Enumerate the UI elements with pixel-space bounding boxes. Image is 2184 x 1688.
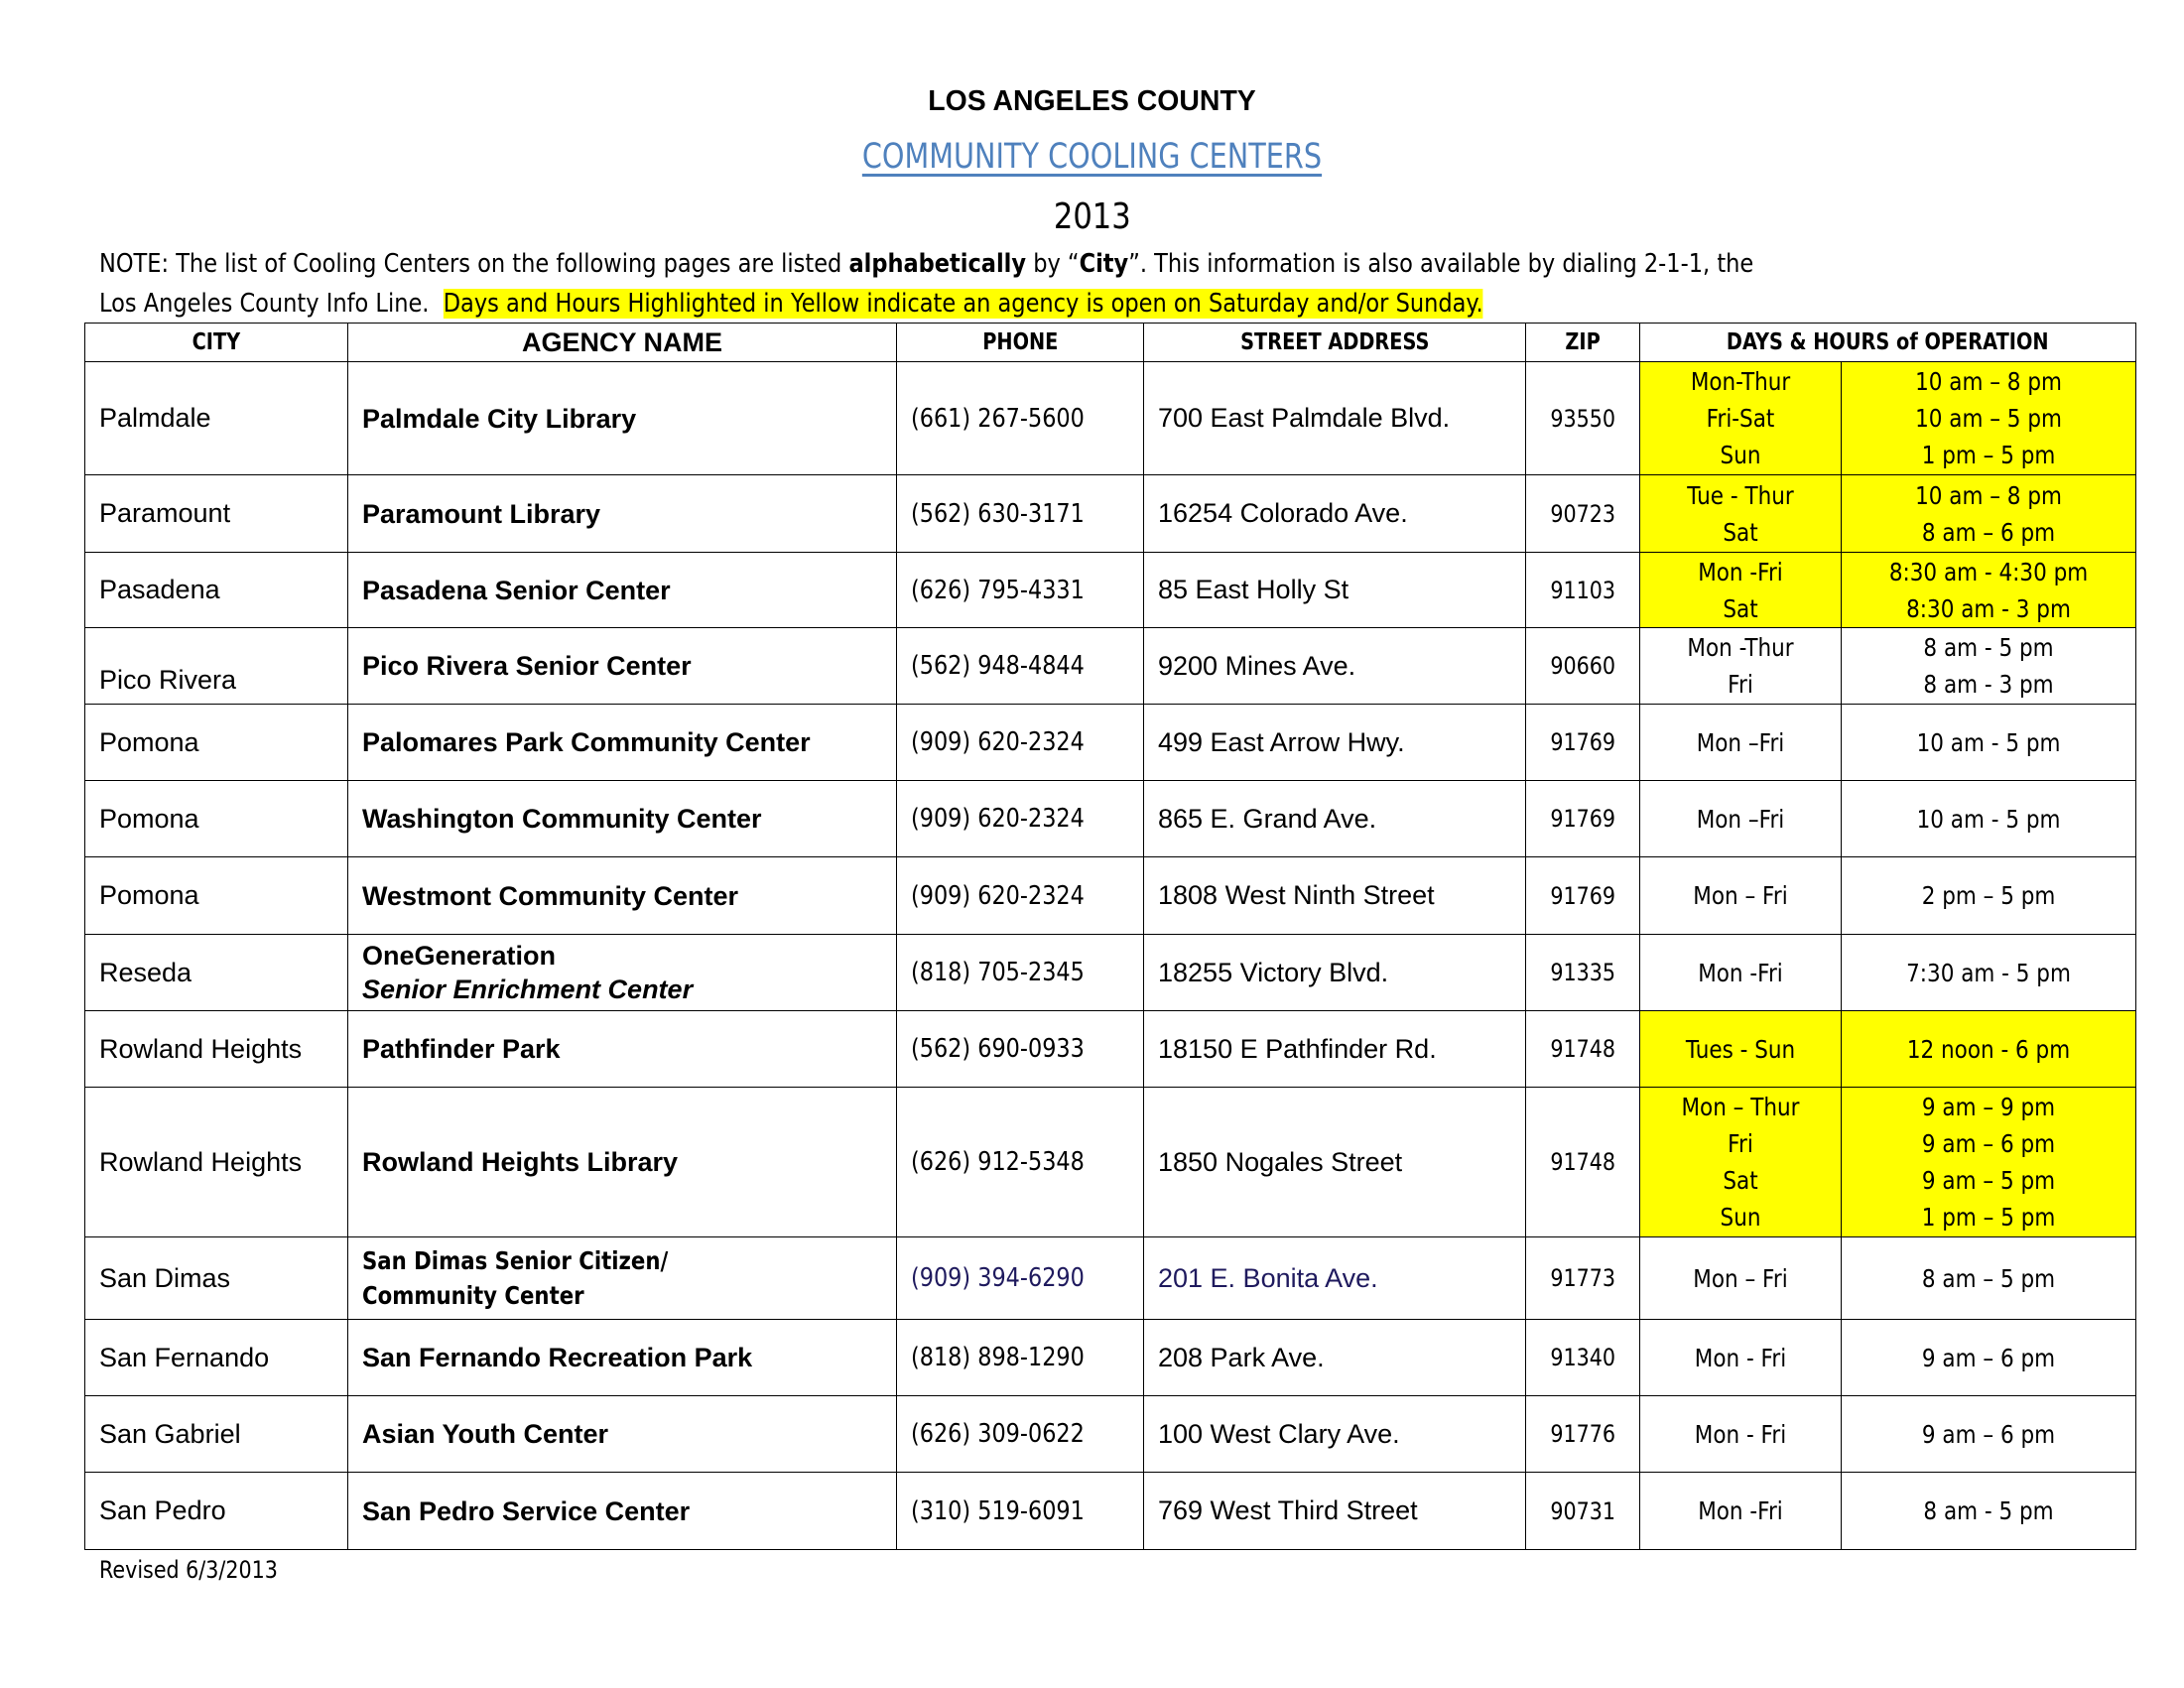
address-cell	[1144, 935, 1526, 1011]
hours-cell	[1842, 1088, 2136, 1237]
hours-line: 8:30 am - 4:30 pm	[1888, 557, 2089, 586]
hours-cell	[1842, 705, 2136, 781]
phone-cell	[897, 362, 1144, 475]
zip-cell	[1526, 781, 1640, 857]
zip-cell	[1526, 1011, 1640, 1088]
agency-cell	[348, 553, 897, 628]
hours-line: 9 am – 9 pm	[1921, 1093, 2056, 1121]
days-cell	[1640, 1237, 1842, 1320]
agency-name: Pasadena Senior Center	[362, 575, 671, 605]
hours-cell	[1842, 1396, 2136, 1473]
city-cell	[85, 362, 348, 475]
zip-code: 91335	[1550, 959, 1615, 986]
note-text: Los Angeles County Info Line.	[99, 289, 444, 319]
days-line: Mon -Thur	[1687, 633, 1794, 662]
column-header-agency: AGENCY NAME	[348, 324, 897, 362]
address-cell	[1144, 362, 1526, 475]
hours-line: 8 am - 5 pm	[1923, 633, 2054, 662]
hours-line: 1 pm – 5 pm	[1921, 1203, 2056, 1232]
phone-cell	[897, 781, 1144, 857]
zip-code: 90731	[1550, 1496, 1615, 1525]
phone-number: (562) 948-4844	[911, 651, 1085, 681]
document-year	[0, 196, 2184, 237]
phone-cell	[897, 628, 1144, 705]
city-cell	[85, 935, 348, 1011]
agency-cell	[348, 1237, 897, 1320]
note-bold-city: City	[1079, 249, 1129, 279]
city-name: Pomona	[99, 726, 199, 757]
agency-name: Pico Rivera Senior Center	[362, 651, 692, 681]
hours-line: 8 am – 6 pm	[1921, 517, 2056, 547]
street-address: 201 E. Bonita Ave.	[1158, 1262, 1378, 1293]
zip-cell	[1526, 1396, 1640, 1473]
street-address: 85 East Holly St	[1158, 575, 1349, 604]
zip-cell	[1526, 553, 1640, 628]
hours-cell	[1842, 857, 2136, 935]
phone-number: (310) 519-6091	[911, 1495, 1085, 1526]
street-address: 865 E. Grand Ave.	[1158, 803, 1377, 834]
address-cell	[1144, 1473, 1526, 1550]
column-header-city: CITY	[85, 324, 348, 362]
zip-code: 91769	[1550, 728, 1615, 756]
hours-line: 10 am - 5 pm	[1916, 804, 2061, 834]
zip-cell	[1526, 362, 1640, 475]
days-line: Mon – Fri	[1693, 881, 1788, 910]
address-cell	[1144, 553, 1526, 628]
street-address: 9200 Mines Ave.	[1158, 650, 1356, 681]
agency-name-line-2: Community Center	[362, 1281, 584, 1310]
phone-cell	[897, 1396, 1144, 1473]
street-address: 769 West Third Street	[1158, 1495, 1418, 1525]
days-cell	[1640, 1473, 1842, 1550]
city-name: San Fernando	[99, 1342, 270, 1372]
agency-name: Palomares Park Community Center	[362, 727, 811, 757]
note-paragraph	[99, 244, 2143, 324]
days-line: Sat	[1723, 517, 1758, 547]
note-highlight: Days and Hours Highlighted in Yellow indicate an agency is open on Saturday and/or Sunday.	[443, 289, 1483, 319]
days-cell	[1640, 628, 1842, 705]
zip-cell	[1526, 935, 1640, 1011]
days-line: Fri	[1728, 1129, 1753, 1158]
phone-cell	[897, 475, 1144, 553]
street-address: 1808 West Ninth Street	[1158, 880, 1435, 910]
street-address: 16254 Colorado Ave.	[1158, 498, 1408, 528]
days-cell	[1640, 1011, 1842, 1088]
table-row	[85, 475, 2136, 553]
city-name: Paramount	[99, 498, 231, 528]
table-row	[85, 935, 2136, 1011]
days-cell	[1640, 553, 1842, 628]
address-cell	[1144, 475, 1526, 553]
table-row	[85, 705, 2136, 781]
table-row	[85, 1473, 2136, 1550]
agency-name: Paramount Library	[362, 498, 601, 529]
table-row	[85, 362, 2136, 475]
city-name: San Pedro	[99, 1495, 226, 1525]
hours-line: 8 am - 3 pm	[1923, 670, 2054, 699]
city-cell	[85, 705, 348, 781]
city-cell	[85, 1011, 348, 1088]
days-cell	[1640, 1396, 1842, 1473]
days-line: Mon -Fri	[1698, 557, 1783, 586]
table-row	[85, 1237, 2136, 1320]
days-cell	[1640, 362, 1842, 475]
zip-code: 90723	[1550, 499, 1615, 528]
agency-name: Westmont Community Center	[362, 880, 739, 911]
days-cell	[1640, 781, 1842, 857]
city-cell	[85, 781, 348, 857]
note-line-1	[99, 244, 1867, 284]
days-cell	[1640, 475, 1842, 553]
note-text: ”. This information is also available by dialing 2-1-1, the	[1128, 249, 1754, 279]
agency-cell	[348, 1320, 897, 1396]
document-year-text: 2013	[1053, 196, 1131, 237]
hours-cell	[1842, 1237, 2136, 1320]
days-line: Mon -Fri	[1698, 1496, 1783, 1525]
zip-code: 90660	[1550, 652, 1615, 680]
city-cell	[85, 1088, 348, 1237]
street-address: 18255 Victory Blvd.	[1158, 957, 1389, 987]
column-header-address: STREET ADDRESS	[1144, 324, 1526, 362]
street-address: 499 East Arrow Hwy.	[1158, 726, 1405, 757]
phone-cell	[897, 1237, 1144, 1320]
hours-cell	[1842, 1473, 2136, 1550]
zip-cell	[1526, 1088, 1640, 1237]
days-cell	[1640, 857, 1842, 935]
agency-cell	[348, 857, 897, 935]
days-cell	[1640, 705, 1842, 781]
agency-cell	[348, 935, 897, 1011]
hours-line: 9 am – 6 pm	[1921, 1343, 2056, 1372]
city-name: Rowland Heights	[99, 1146, 303, 1177]
address-cell	[1144, 1088, 1526, 1237]
agency-cell	[348, 1473, 897, 1550]
days-cell	[1640, 935, 1842, 1011]
zip-code: 91776	[1550, 1420, 1615, 1448]
agency-name: San Fernando Recreation Park	[362, 1343, 753, 1372]
agency-cell	[348, 628, 897, 705]
phone-number: (909) 620-2324	[911, 727, 1085, 757]
city-name: Pomona	[99, 880, 199, 910]
document-title-text: COMMUNITY COOLING CENTERS	[861, 137, 1323, 177]
hours-line: 8 am - 5 pm	[1923, 1496, 2054, 1525]
days-line: Mon – Thur	[1681, 1093, 1800, 1121]
city-cell	[85, 553, 348, 628]
address-cell	[1144, 1237, 1526, 1320]
zip-cell	[1526, 1320, 1640, 1396]
city-cell	[85, 628, 348, 705]
street-address: 700 East Palmdale Blvd.	[1158, 403, 1451, 433]
agency-name: San Pedro Service Center	[362, 1495, 691, 1526]
table-row	[85, 553, 2136, 628]
city-cell	[85, 1396, 348, 1473]
city-name: Pomona	[99, 803, 199, 834]
street-address: 1850 Nogales Street	[1158, 1146, 1403, 1177]
county-heading: LOS ANGELES COUNTY	[928, 85, 1256, 117]
address-cell	[1144, 1011, 1526, 1088]
agency-name: OneGeneration	[362, 941, 557, 971]
table-row	[85, 1396, 2136, 1473]
phone-number: (909) 620-2324	[911, 804, 1085, 834]
days-line: Fri	[1728, 670, 1753, 699]
phone-cell	[897, 553, 1144, 628]
zip-cell	[1526, 857, 1640, 935]
city-name: Palmdale	[99, 403, 211, 433]
document-title	[0, 137, 2184, 177]
phone-cell	[897, 1320, 1144, 1396]
city-cell	[85, 857, 348, 935]
agency-cell	[348, 475, 897, 553]
table-row	[85, 781, 2136, 857]
phone-number: (626) 912-5348	[911, 1147, 1085, 1177]
phone-cell	[897, 1473, 1144, 1550]
hours-line: 12 noon - 6 pm	[1906, 1034, 2071, 1064]
phone-cell	[897, 705, 1144, 781]
zip-code: 91103	[1550, 576, 1615, 604]
hours-cell	[1842, 1011, 2136, 1088]
agency-cell	[348, 1088, 897, 1237]
hours-line: 10 am – 8 pm	[1915, 480, 2062, 510]
table-row	[85, 857, 2136, 935]
hours-line: 9 am – 6 pm	[1921, 1129, 2056, 1158]
agency-cell	[348, 705, 897, 781]
days-line: Tues - Sun	[1685, 1034, 1796, 1064]
city-cell	[85, 1237, 348, 1320]
phone-cell	[897, 857, 1144, 935]
agency-cell	[348, 781, 897, 857]
zip-code: 91773	[1550, 1264, 1615, 1292]
hours-line: 8:30 am - 3 pm	[1906, 593, 2071, 623]
city-name: Pico Rivera	[99, 665, 237, 695]
agency-name: Washington Community Center	[362, 804, 762, 834]
hours-line: 8 am – 5 pm	[1921, 1263, 2056, 1293]
agency-name: Palmdale City Library	[362, 403, 637, 434]
agency-name: Asian Youth Center	[362, 1419, 609, 1449]
column-header-days-hours: DAYS & HOURS of OPERATION	[1640, 324, 2136, 362]
hours-cell	[1842, 935, 2136, 1011]
days-line: Mon-Thur	[1690, 367, 1791, 396]
phone-number: (909) 620-2324	[911, 880, 1085, 911]
hours-line: 10 am – 8 pm	[1915, 367, 2062, 396]
phone-number: (626) 795-4331	[911, 575, 1085, 605]
days-line: Mon - Fri	[1694, 1419, 1787, 1449]
days-line: Mon –Fri	[1696, 727, 1785, 757]
zip-code: 91340	[1550, 1344, 1615, 1371]
hours-cell	[1842, 1320, 2136, 1396]
agency-name: Rowland Heights Library	[362, 1147, 679, 1177]
agency-cell	[348, 1396, 897, 1473]
agency-cell	[348, 1011, 897, 1088]
note-text: by “	[1026, 249, 1080, 279]
zip-cell	[1526, 1473, 1640, 1550]
street-address: 18150 E Pathfinder Rd.	[1158, 1033, 1437, 1064]
zip-cell	[1526, 628, 1640, 705]
zip-code: 93550	[1550, 404, 1615, 433]
days-line: Sat	[1723, 593, 1758, 623]
address-cell	[1144, 857, 1526, 935]
zip-cell	[1526, 1237, 1640, 1320]
hours-line: 1 pm – 5 pm	[1921, 441, 2056, 469]
street-address: 100 West Clary Ave.	[1158, 1418, 1400, 1449]
city-name: San Dimas	[99, 1262, 231, 1293]
address-cell	[1144, 1320, 1526, 1396]
days-line: Mon - Fri	[1694, 1343, 1787, 1372]
days-line: Fri-Sat	[1706, 404, 1775, 433]
address-cell	[1144, 781, 1526, 857]
days-line: Mon –Fri	[1696, 804, 1785, 834]
column-header-zip: ZIP	[1526, 324, 1640, 362]
agency-cell	[348, 362, 897, 475]
agency-name: Pathfinder Park	[362, 1034, 561, 1064]
days-cell	[1640, 1320, 1842, 1396]
phone-number: (661) 267-5600	[911, 403, 1085, 434]
phone-number: (818) 898-1290	[911, 1343, 1085, 1372]
zip-code: 91748	[1550, 1035, 1615, 1063]
phone-number: (818) 705-2345	[911, 958, 1085, 987]
hours-line: 9 am – 5 pm	[1921, 1166, 2056, 1195]
street-address: 208 Park Ave.	[1158, 1342, 1325, 1372]
days-line: Mon – Fri	[1693, 1263, 1788, 1293]
days-line: Tue - Thur	[1687, 480, 1794, 510]
table-row	[85, 1088, 2136, 1237]
cooling-centers-table	[84, 323, 2136, 1550]
hours-cell	[1842, 628, 2136, 705]
city-name: San Gabriel	[99, 1418, 241, 1449]
phone-number: (562) 690-0933	[911, 1034, 1085, 1064]
hours-cell	[1842, 475, 2136, 553]
hours-line: 10 am – 5 pm	[1915, 404, 2062, 433]
table-row	[85, 628, 2136, 705]
column-header-phone: PHONE	[897, 324, 1144, 362]
zip-code: 91769	[1550, 805, 1615, 833]
hours-line: 9 am – 6 pm	[1921, 1419, 2056, 1449]
hours-line: 2 pm – 5 pm	[1921, 881, 2056, 910]
days-line: Sun	[1720, 441, 1761, 469]
phone-cell	[897, 935, 1144, 1011]
hours-line: 7:30 am - 5 pm	[1906, 958, 2071, 987]
phone-number: (626) 309-0622	[911, 1419, 1085, 1449]
days-cell	[1640, 1088, 1842, 1237]
table-header-row	[85, 324, 2136, 362]
hours-cell	[1842, 553, 2136, 628]
days-line: Sun	[1720, 1203, 1761, 1232]
phone-number: (909) 394-6290	[911, 1263, 1085, 1293]
days-line: Sat	[1723, 1166, 1758, 1195]
note-text: NOTE: The list of Cooling Centers on the following pages are listed	[99, 249, 849, 279]
zip-code: 91748	[1550, 1148, 1615, 1176]
hours-cell	[1842, 781, 2136, 857]
address-cell	[1144, 1396, 1526, 1473]
phone-cell	[897, 1011, 1144, 1088]
hours-line: 10 am - 5 pm	[1916, 727, 2061, 757]
hours-cell	[1842, 362, 2136, 475]
table-row	[85, 1011, 2136, 1088]
city-cell	[85, 475, 348, 553]
city-name: Pasadena	[99, 575, 220, 604]
agency-name: San Dimas Senior Citizen/	[362, 1246, 669, 1275]
address-cell	[1144, 628, 1526, 705]
revised-date: Revised 6/3/2013	[99, 1556, 278, 1584]
days-line: Mon -Fri	[1698, 958, 1783, 987]
note-bold-alphabetically: alphabetically	[848, 249, 1027, 279]
city-cell	[85, 1320, 348, 1396]
city-name: Rowland Heights	[99, 1033, 303, 1064]
zip-cell	[1526, 475, 1640, 553]
phone-cell	[897, 1088, 1144, 1237]
zip-cell	[1526, 705, 1640, 781]
city-name: Reseda	[99, 957, 193, 987]
agency-name-line-2: Senior Enrichment Center	[362, 974, 694, 1004]
zip-code: 91769	[1550, 881, 1615, 910]
phone-number: (562) 630-3171	[911, 498, 1085, 529]
note-line-2	[99, 284, 1867, 324]
address-cell	[1144, 705, 1526, 781]
city-cell	[85, 1473, 348, 1550]
table-row	[85, 1320, 2136, 1396]
